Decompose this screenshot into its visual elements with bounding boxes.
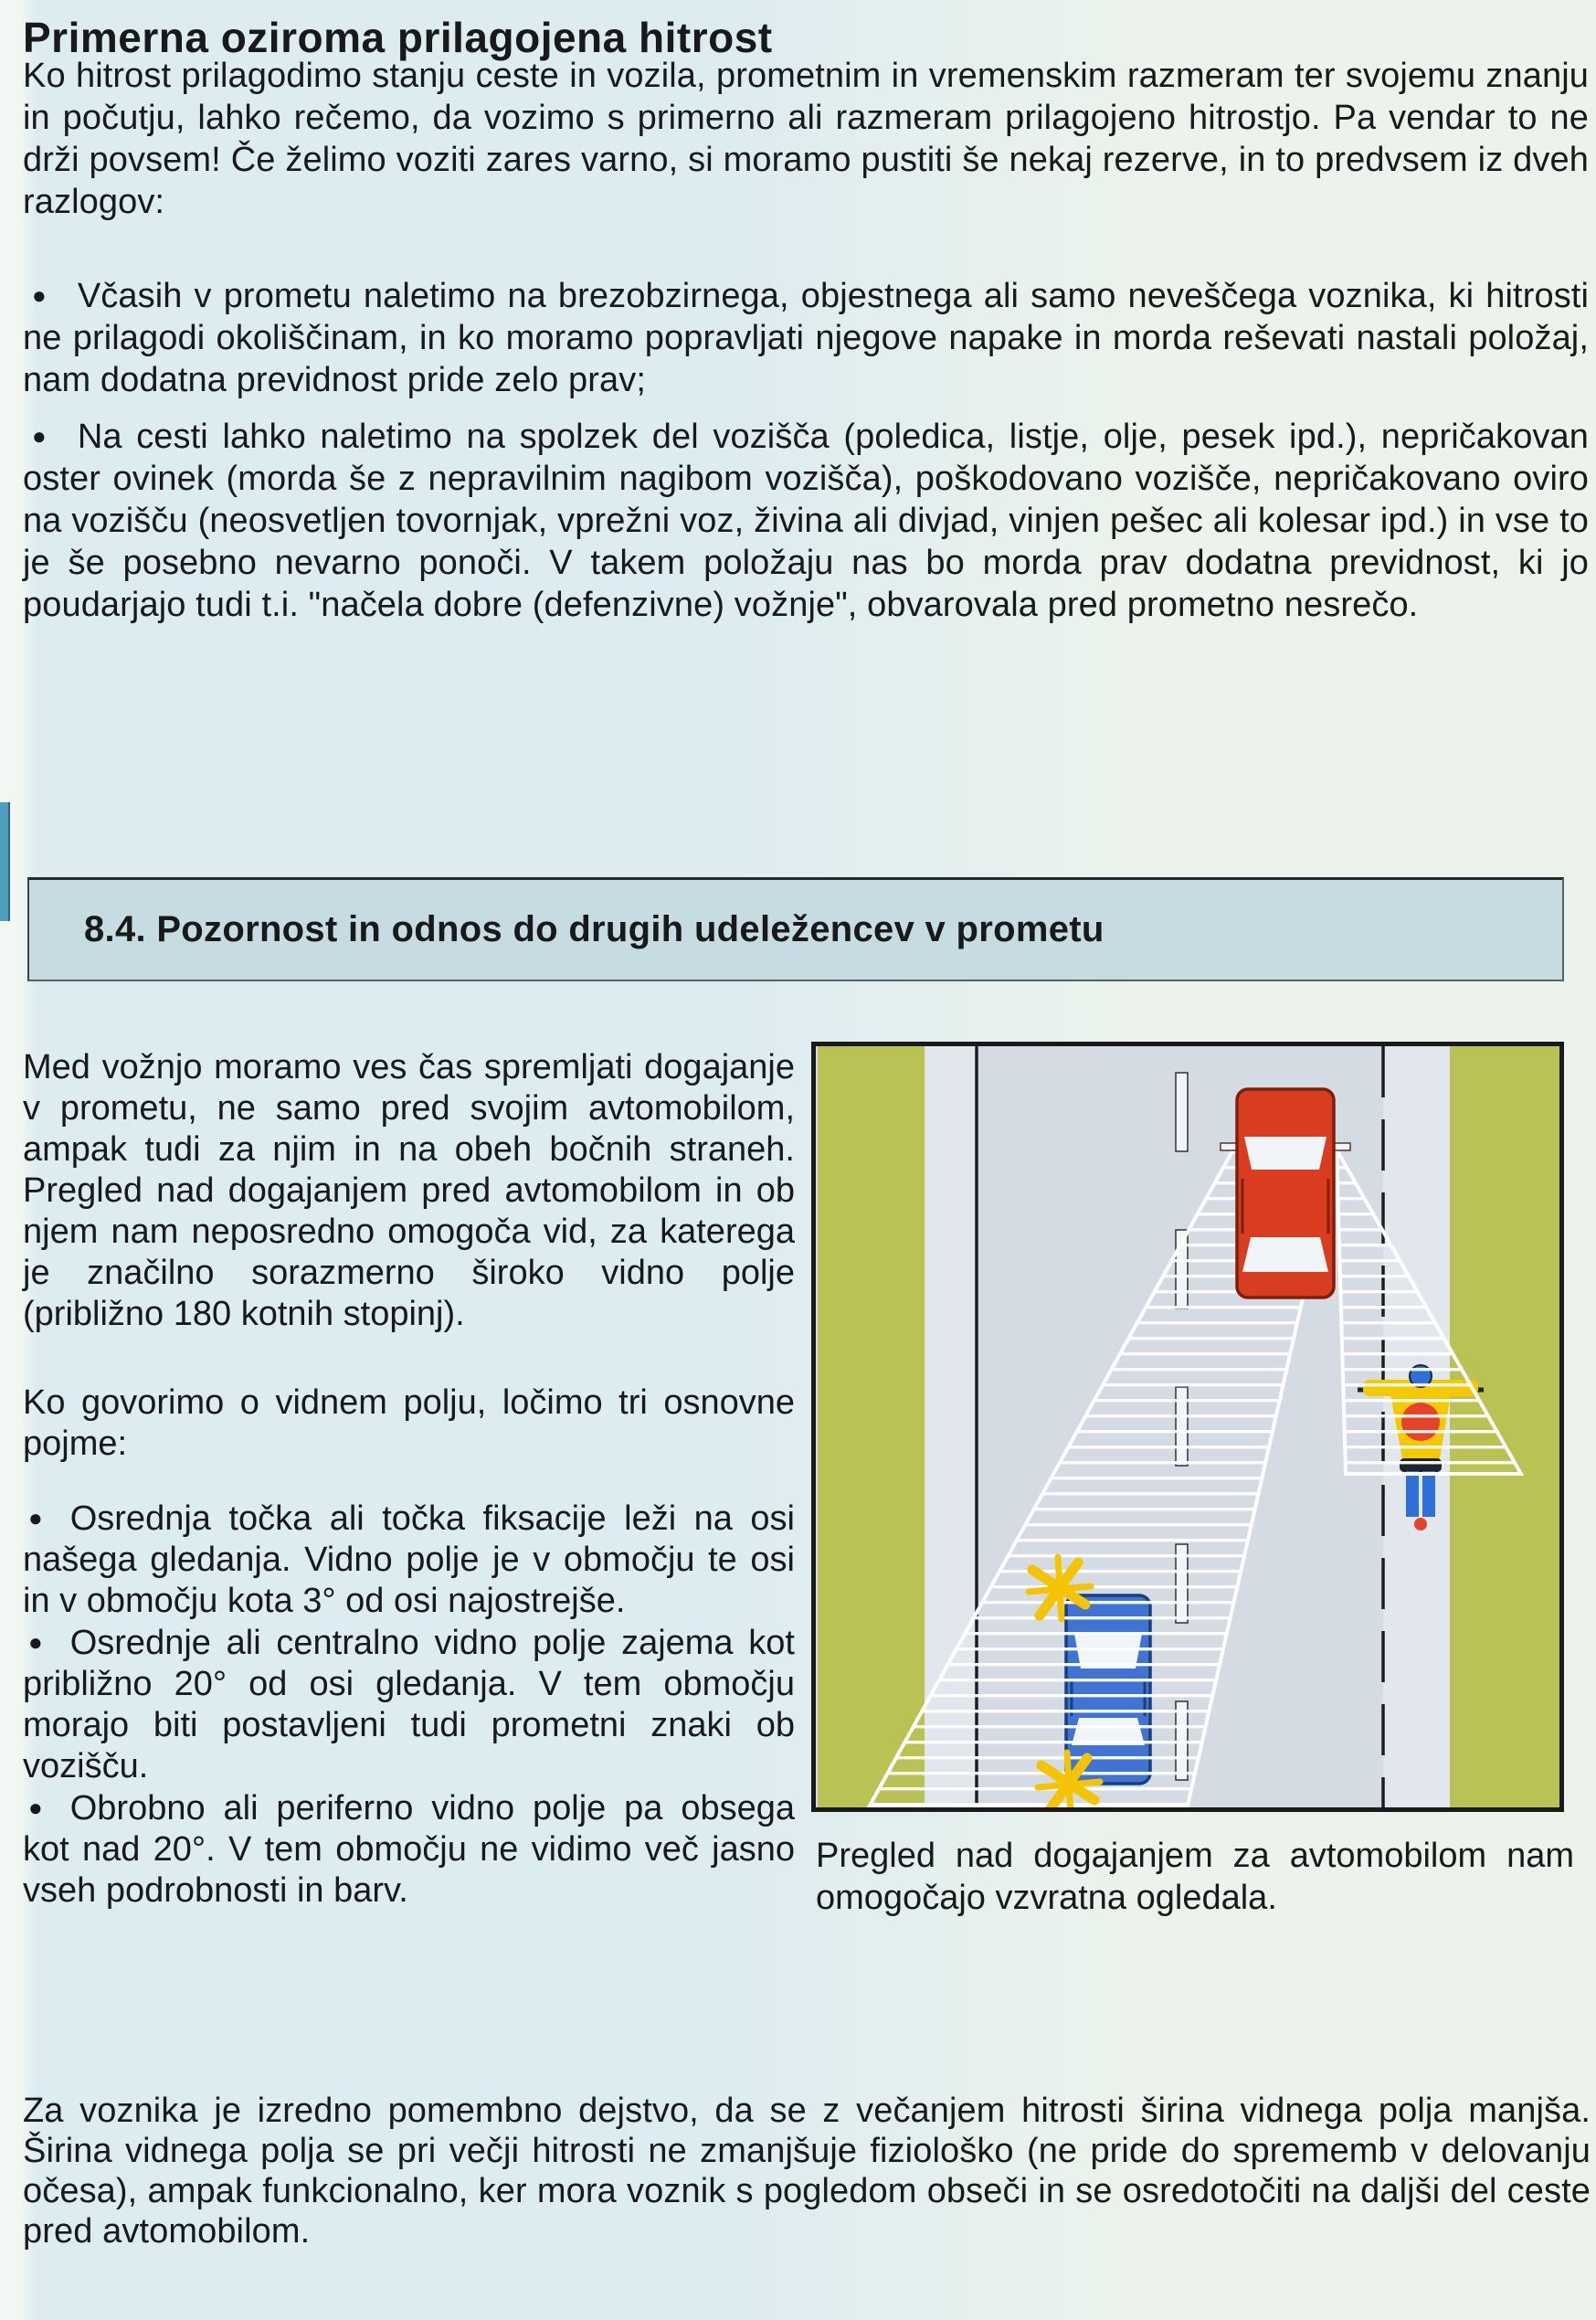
road-illustration: [811, 1042, 1564, 1812]
bullet-dot-icon: ●: [32, 422, 47, 450]
bullet-text: Osrednje ali centralno vidno polje zajema kot približno 20° od osi gledanja. V tem območju morajo biti postavljeni tudi prometni znaki ob vozišču.: [23, 1624, 795, 1785]
bullet-dot-icon: ●: [28, 1794, 43, 1821]
bullet-item: [23, 1622, 795, 1787]
section-heading-banner: [27, 877, 1564, 981]
column-paragraph: Med vožnjo moramo ves čas spremljati dogajanje v prometu, ne samo pred svojim avtomobilom, ampak tudi za njim in na obeh bočnih straneh. Pregled nad dogajanjem pred avtomobilom in ob njem nam neposredno omogoča vid, za katerega je značilno sorazmerno široko vidno polje (približno 180 kotnih stopinj).: [23, 1048, 795, 1333]
bullet-item: [23, 1498, 795, 1622]
bullet-text: Obrobno ali periferno vidno polje pa obsega kot nad 20°. V tem območju ne vidimo več jasno vseh podrobnosti in barv.: [23, 1789, 795, 1910]
bullet-dot-icon: ●: [28, 1504, 43, 1531]
bullet-item: [23, 274, 1589, 401]
bullet-item: [23, 415, 1589, 626]
intro-paragraph: Ko hitrost prilagodimo stanju ceste in vozila, prometnim in vremenskim razmeram ter svojemu znanju in počutju, lahko rečemo, da vozimo s primerno ali razmeram prilagojeno hitrostjo. Pa vendar to ne drži povsem! Če želimo voziti zares varno, si moramo pustiti še nekaj rezerve, in to predvsem iz dveh razlogov:: [23, 57, 1589, 221]
red-car: [1221, 1089, 1350, 1298]
bullet-dot-icon: ●: [32, 281, 47, 309]
left-text-column: [23, 1047, 795, 1912]
page-edge-tab: [0, 802, 10, 921]
left-verge: [818, 1046, 925, 1807]
bullet-text: Osrednja točka ali točka fiksacije leži na osi našega gledanja. Vidno polje je v območju te osi in v območju kota 3° od osi najostrejše.: [23, 1499, 795, 1620]
bullet-text: Včasih v prometu naletimo na brezobzirnega, objestnega ali samo neveščega voznika, ki hitrosti ne prilagodi okoliščinam, in ko moramo popravljati njegove napake in morda reševati nastali položaj, nam dodatna previdnost pride zelo prav;: [23, 277, 1589, 399]
column-paragraph: Ko govorimo o vidnem polju, ločimo tri osnovne pojme:: [23, 1383, 795, 1463]
bullet-item: [23, 1787, 795, 1912]
figure-caption: Pregled nad dogajanjem za avtomobilom nam omogočajo vzvratna ogledala.: [816, 1837, 1574, 1917]
section-heading: 8.4. Pozornost in odnos do drugih udeležencev v prometu: [84, 909, 1105, 949]
bullet-dot-icon: ●: [28, 1628, 43, 1656]
page-title: Primerna oziroma prilagojena hitrost: [23, 14, 773, 61]
bullet-text: Na cesti lahko naletimo na spolzek del vozišča (poledica, listje, olje, pesek ipd.), nepričakovan oster ovinek (morda še z nepravilnim nagibom vozišča), poškodovano vozišče, nepričakovano oviro na vozišču (neosvetljen tovornjak, vprežni voz, živina ali divjad, vinjen pešec ali kolesar ipd.) in vse to je še posebno nevarno ponoči. V takem položaju nas bo morda prav dodatna previdnost, ki jo poudarjajo tudi t.i. "načela dobre (defenzivne) vožnje", obvarovala pred prometno nesrečo.: [23, 418, 1589, 624]
closing-paragraph: Za voznika je izredno pomembno dejstvo, da se z večanjem hitrosti širina vidnega polja manjša. Širina vidnega polja se pri večji hitrosti ne zmanjšuje fiziološko (ne pride do sprememb v delovanju očesa), ampak funkcionalno, ker mora voznik s pogledom obseči in se osredotočiti na daljši del ceste pred avtomobilom.: [23, 2092, 1591, 2251]
